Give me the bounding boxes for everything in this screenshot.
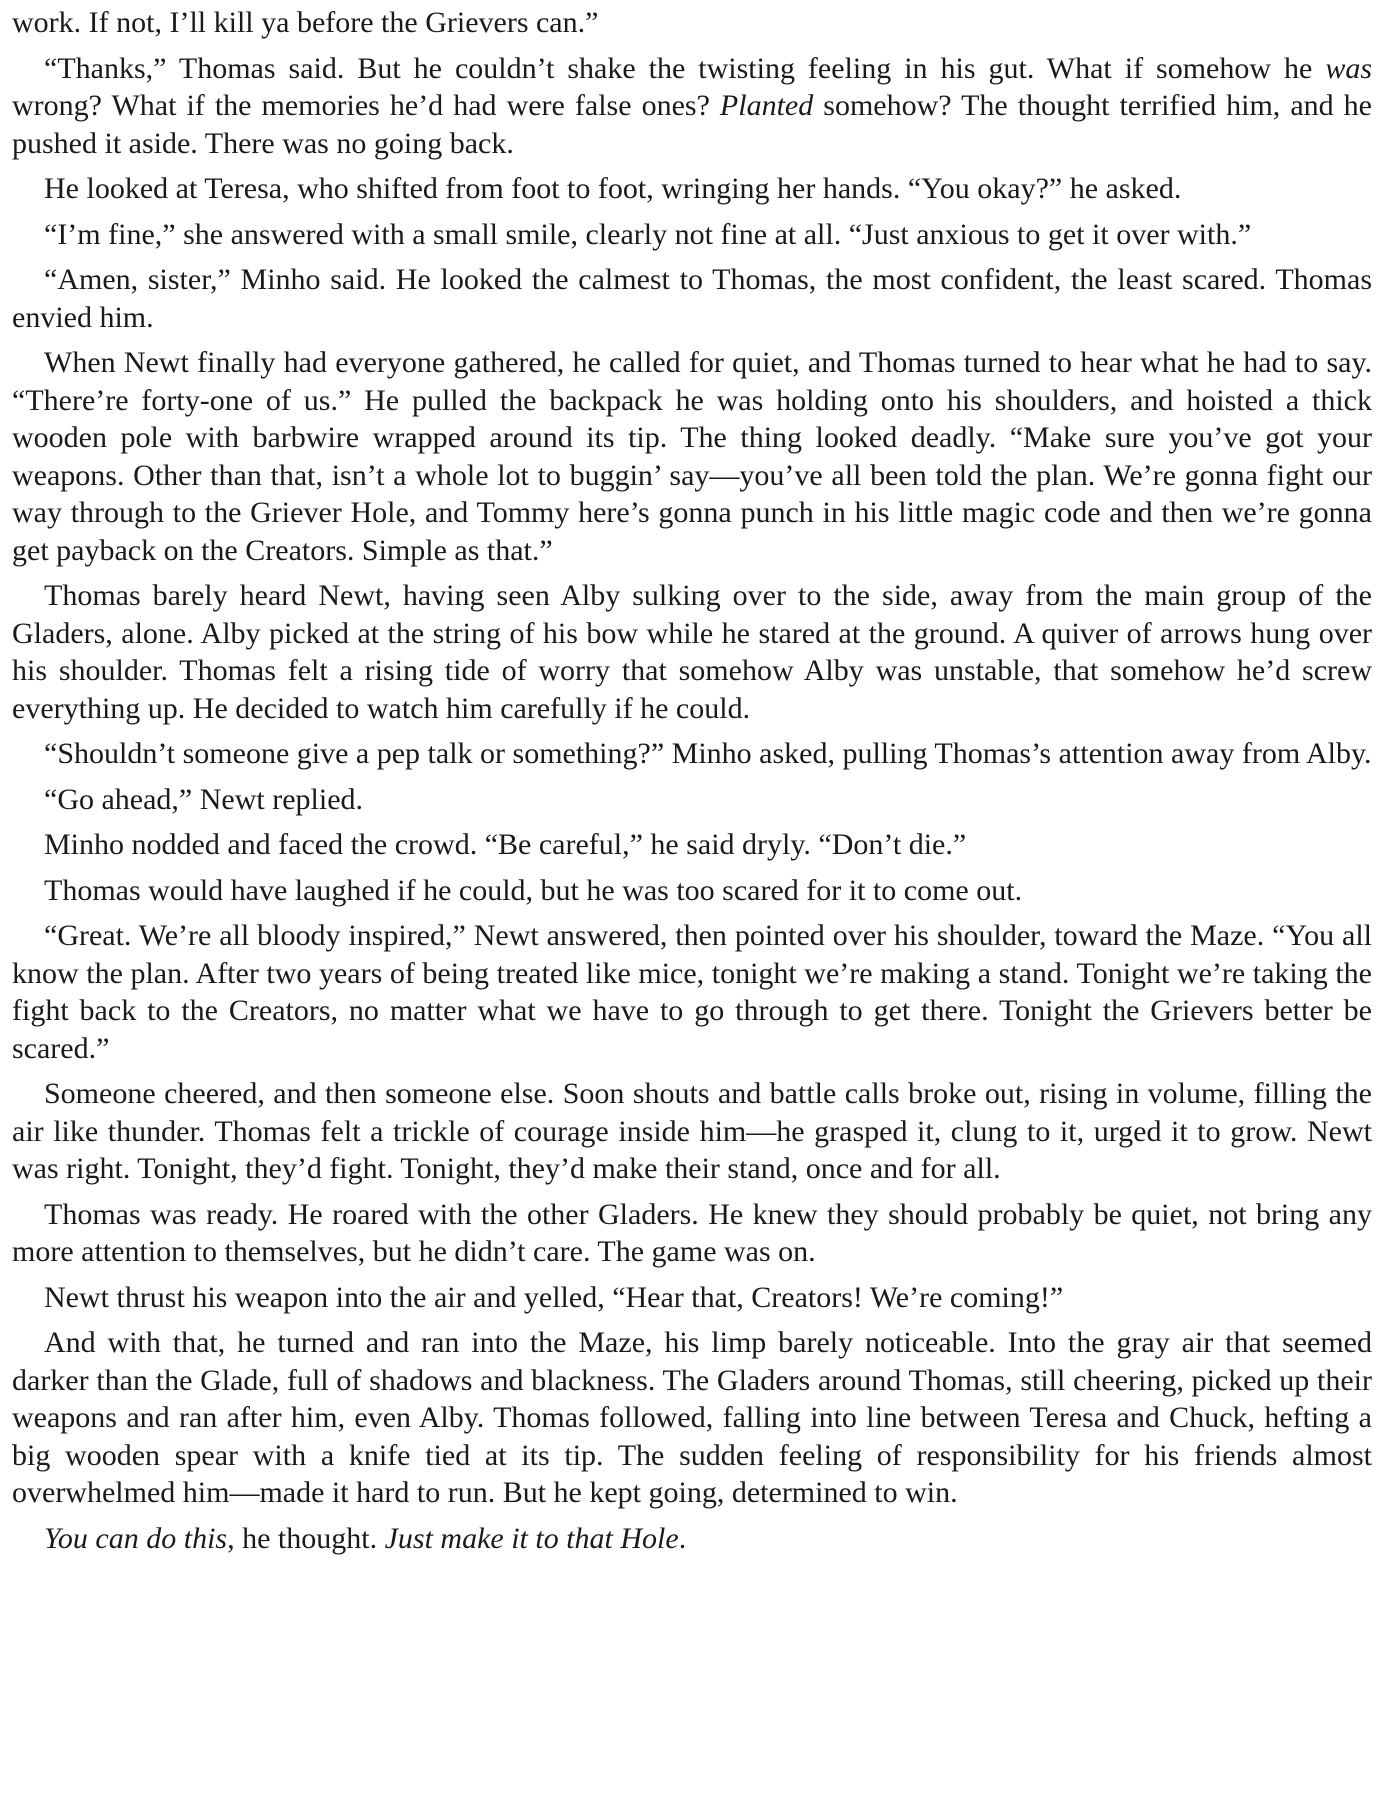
text-run: “Great. We’re all bloody inspired,” Newt answered, then pointed over his shoulder, toward the Maze. “You all know the plan. After two years of being treated like mice, tonight we’re making a stand. Tonight we’re taking the fight back to the Creators, no matter what we have to go through to get there. Tonight the Grievers better be scared.” [12,919,1372,1065]
text-run: “Thanks,” Thomas said. But he couldn’t shake the twisting feeling in his gut. What if somehow he [44,51,1326,85]
paragraph [12,1324,1372,1512]
text-run: When Newt finally had everyone gathered, he called for quiet, and Thomas turned to hear what he had to say. “There’re forty-one of us.” He pulled the backpack he was holding onto his shoulders, and hoisted a thick wooden pole with barbwire wrapped around its tip. The thing looked deadly. “Make sure you’ve got your weapons. Other than that, isn’t a whole lot to buggin’ say—you’ve all been told the plan. We’re gonna fight our way through to the Griever Hole, and Tommy here’s gonna punch in his little magic code and then we’re gonna get payback on the Creators. Simple as that.” [12,346,1372,567]
paragraph [12,781,1372,819]
text-run: “Go ahead,” Newt replied. [44,782,364,816]
paragraph [12,50,1372,163]
text-run: Newt thrust his weapon into the air and yelled, “Hear that, Creators! We’re coming!” [44,1280,1064,1314]
paragraph [12,344,1372,569]
text-run: Thomas was ready. He roared with the other Gladers. He knew they should probably be quiet, not bring any more attention to themselves, but he didn’t care. The game was on. [12,1197,1372,1268]
text-run: . [678,1521,687,1555]
paragraph [12,1196,1372,1271]
paragraph [12,216,1372,254]
text-run: , he thought. [227,1521,385,1555]
text-run: somehow? The thought terrified him, and he pushed it aside. There was no going back. [12,89,1372,160]
paragraph [12,4,1372,42]
text-run: And with that, he turned and ran into the Maze, his limp barely noticeable. Into the gray air that seemed darker than the Glade, full of shadows and blackness. The Gladers around Thomas, still cheering, picked up their weapons and ran after him, even Alby. Thomas followed, falling into line between Teresa and Chuck, hefting a big wooden spear with a knife tied at its tip. The sudden feeling of responsibility for his friends almost overwhelmed him—made it hard to run. But he kept going, determined to win. [12,1326,1372,1509]
paragraph [12,170,1372,208]
italic-text: Just make it to that Hole [384,1521,679,1555]
paragraph [12,1075,1372,1188]
book-page [12,4,1372,1557]
paragraph [12,577,1372,727]
paragraph [12,1279,1372,1317]
italic-text: You can do this [44,1521,228,1555]
paragraph [12,826,1372,864]
text-run: Thomas barely heard Newt, having seen Alby sulking over to the side, away from the main group of the Gladers, alone. Alby picked at the string of his bow while he stared at the ground. A quiver of arrows hung over his shoulder. Thomas felt a rising tide of worry that somehow Alby was unstable, that somehow he’d screw everything up. He decided to watch him carefully if he could. [12,579,1372,725]
text-run: “Amen, sister,” Minho said. He looked the calmest to Thomas, the most confident, the least scared. Thomas envied him. [12,263,1372,334]
text-run: work. If not, I’ll kill ya before the Grievers can.” [12,6,599,39]
italic-text: Planted [719,89,814,122]
text-run: wrong? What if the memories he’d had were false ones? [12,89,720,122]
paragraph [12,261,1372,336]
text-run: “Shouldn’t someone give a pep talk or something?” Minho asked, pulling Thomas’s attention away from Alby. [44,737,1372,770]
text-run: Someone cheered, and then someone else. Soon shouts and battle calls broke out, rising in volume, filling the air like thunder. Thomas felt a trickle of courage inside him—he grasped it, clung to it, urged it to grow. Newt was right. Tonight, they’d fight. Tonight, they’d make their stand, once and for all. [12,1077,1372,1185]
text-run: Thomas would have laughed if he could, but he was too scared for it to come out. [44,873,1023,907]
paragraph [12,1520,1372,1558]
text-run: “I’m fine,” she answered with a small smile, clearly not fine at all. “Just anxious to get it over with.” [44,217,1252,251]
text-run: Minho nodded and faced the crowd. “Be careful,” he said dryly. “Don’t die.” [44,828,967,861]
paragraph [12,917,1372,1067]
text-run: He looked at Teresa, who shifted from foot to foot, wringing her hands. “You okay?” he asked. [44,172,1182,205]
paragraph [12,735,1372,773]
italic-text: was [1325,51,1372,85]
paragraph [12,872,1372,910]
